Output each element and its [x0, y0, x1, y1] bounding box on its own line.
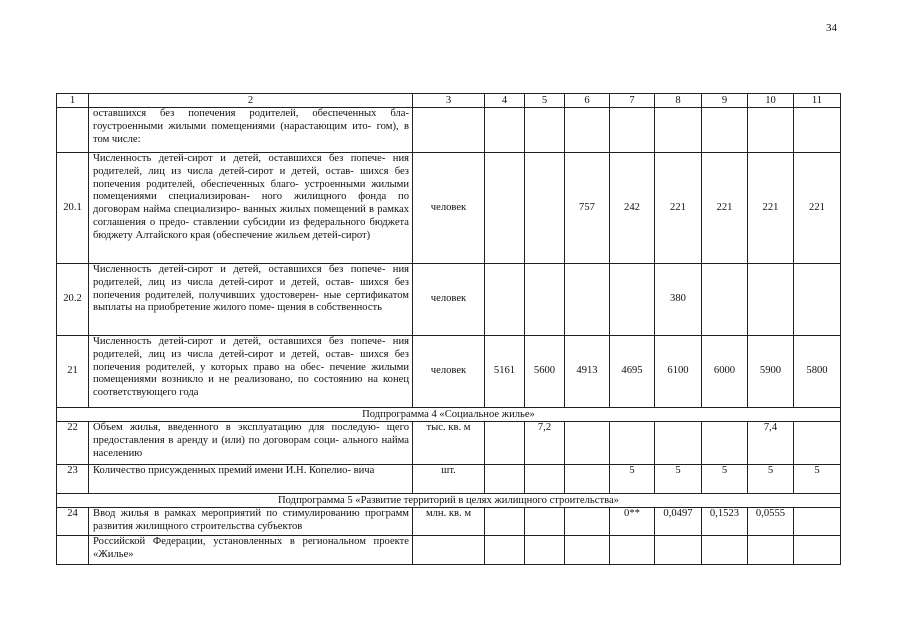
value-cell — [610, 422, 655, 465]
value-cell: 5900 — [748, 336, 794, 408]
value-cell: 5600 — [525, 336, 565, 408]
header-cell: 4 — [485, 94, 525, 108]
indicator-text: Численность детей-сирот и детей, оставшихся без попече- ния родителей, лиц из числа детей-сирот и детей, остав- шихся без попечения родителей, получивших удостоверен- ные сертификатом выплаты на приобретение жилого поме- щения в собственность — [89, 264, 413, 336]
value-cell — [748, 264, 794, 336]
header-cell: 2 — [89, 94, 413, 108]
value-cell: 0** — [610, 508, 655, 536]
header-row — [57, 94, 841, 108]
indicator-text: оставшихся без попечения родителей, обеспеченных бла- гоустроенными жилыми помещениями (нарастающим ито- гом), в том числе: — [89, 108, 413, 153]
table-row — [57, 153, 841, 264]
value-cell — [525, 465, 565, 494]
header-cell: 7 — [610, 94, 655, 108]
value-cell: 221 — [748, 153, 794, 264]
header-cell: 10 — [748, 94, 794, 108]
value-cell: 5800 — [794, 336, 841, 408]
table-row — [57, 508, 841, 536]
value-cell: 4913 — [565, 336, 610, 408]
value-cell — [485, 465, 525, 494]
unit-cell: человек — [413, 264, 485, 336]
page-number: 34 — [826, 22, 837, 34]
unit-cell: тыс. кв. м — [413, 422, 485, 465]
value-cell: 7,2 — [525, 422, 565, 465]
row-number: 20.2 — [57, 264, 89, 336]
value-cell — [565, 264, 610, 336]
value-cell — [794, 508, 841, 536]
header-cell: 5 — [525, 94, 565, 108]
value-cell — [794, 422, 841, 465]
value-cell: 5 — [748, 465, 794, 494]
value-cell: 0,1523 — [702, 508, 748, 536]
header-cell: 1 — [57, 94, 89, 108]
unit-cell: млн. кв. м — [413, 508, 485, 536]
table-row — [57, 422, 841, 465]
value-cell: 5 — [655, 465, 702, 494]
indicator-text: Объем жилья, введенного в эксплуатацию для последую- щего предоставления в аренду и (или) по договорам соци- ального найма населению — [89, 422, 413, 465]
table-row — [57, 108, 841, 153]
value-cell — [525, 153, 565, 264]
value-cell: 5 — [702, 465, 748, 494]
section-title: Подпрограмма 4 «Социальное жилье» — [57, 408, 841, 422]
value-cell: 5 — [610, 465, 655, 494]
row-number — [57, 536, 89, 565]
section-row — [57, 408, 841, 422]
header-cell: 6 — [565, 94, 610, 108]
value-cell: 242 — [610, 153, 655, 264]
indicator-text: Ввод жилья в рамках мероприятий по стимулированию программ развития жилищного строительства субъектов — [89, 508, 413, 536]
value-cell: 5161 — [485, 336, 525, 408]
indicator-text: Численность детей-сирот и детей, оставшихся без попече- ния родителей, лиц из числа детей-сирот и детей, остав- шихся без попечения родителей, у которых право на обес- печение жилыми помещениями возникло и не реализовано, по состоянию на конец соответствующего года — [89, 336, 413, 408]
header-cell: 11 — [794, 94, 841, 108]
value-cell — [565, 465, 610, 494]
value-cell: 0,0497 — [655, 508, 702, 536]
table-row — [57, 336, 841, 408]
header-cell: 9 — [702, 94, 748, 108]
indicators-table — [56, 93, 841, 565]
header-cell: 8 — [655, 94, 702, 108]
value-cell — [702, 264, 748, 336]
value-cell: 380 — [655, 264, 702, 336]
row-number: 24 — [57, 508, 89, 536]
value-cell — [565, 422, 610, 465]
value-cell: 221 — [794, 153, 841, 264]
table-row — [57, 264, 841, 336]
value-cell — [485, 508, 525, 536]
value-cell — [525, 508, 565, 536]
value-cell: 5 — [794, 465, 841, 494]
section-title: Подпрограмма 5 «Развитие территорий в целях жилищного строительства» — [57, 494, 841, 508]
header-cell: 3 — [413, 94, 485, 108]
value-cell — [655, 422, 702, 465]
value-cell: 6100 — [655, 336, 702, 408]
value-cell — [610, 264, 655, 336]
value-cell: 0,0555 — [748, 508, 794, 536]
table-row — [57, 465, 841, 494]
section-row — [57, 494, 841, 508]
value-cell — [485, 153, 525, 264]
value-cell — [485, 422, 525, 465]
unit-cell: человек — [413, 336, 485, 408]
value-cell — [565, 508, 610, 536]
value-cell — [702, 422, 748, 465]
row-number: 23 — [57, 465, 89, 494]
row-number: 21 — [57, 336, 89, 408]
unit-cell: шт. — [413, 465, 485, 494]
value-cell: 221 — [702, 153, 748, 264]
value-cell — [485, 264, 525, 336]
indicator-text: Количество присужденных премий имени И.Н. Копелио- вича — [89, 465, 413, 494]
value-cell: 7,4 — [748, 422, 794, 465]
value-cell — [794, 264, 841, 336]
value-cell: 4695 — [610, 336, 655, 408]
value-cell: 757 — [565, 153, 610, 264]
indicator-text: Российской Федерации, установленных в региональном проекте «Жилье» — [89, 536, 413, 565]
table-row — [57, 536, 841, 565]
indicator-text: Численность детей-сирот и детей, оставшихся без попече- ния родителей, лиц из числа детей-сирот и детей, остав- шихся без попечения родителей, обеспеченных благо- устроенными жилыми помещениями специализирован- ного жилищного фонда по договорам найма специализиро- ванных жилых помещений в рамках соглашения о предо- ставлении субсидии из федерального бюджета бюджету Алтайского края (обеспечение жильем детей-сирот) — [89, 153, 413, 264]
value-cell: 6000 — [702, 336, 748, 408]
value-cell: 221 — [655, 153, 702, 264]
row-number — [57, 108, 89, 153]
unit-cell: человек — [413, 153, 485, 264]
value-cell — [525, 264, 565, 336]
row-number: 22 — [57, 422, 89, 465]
row-number: 20.1 — [57, 153, 89, 264]
